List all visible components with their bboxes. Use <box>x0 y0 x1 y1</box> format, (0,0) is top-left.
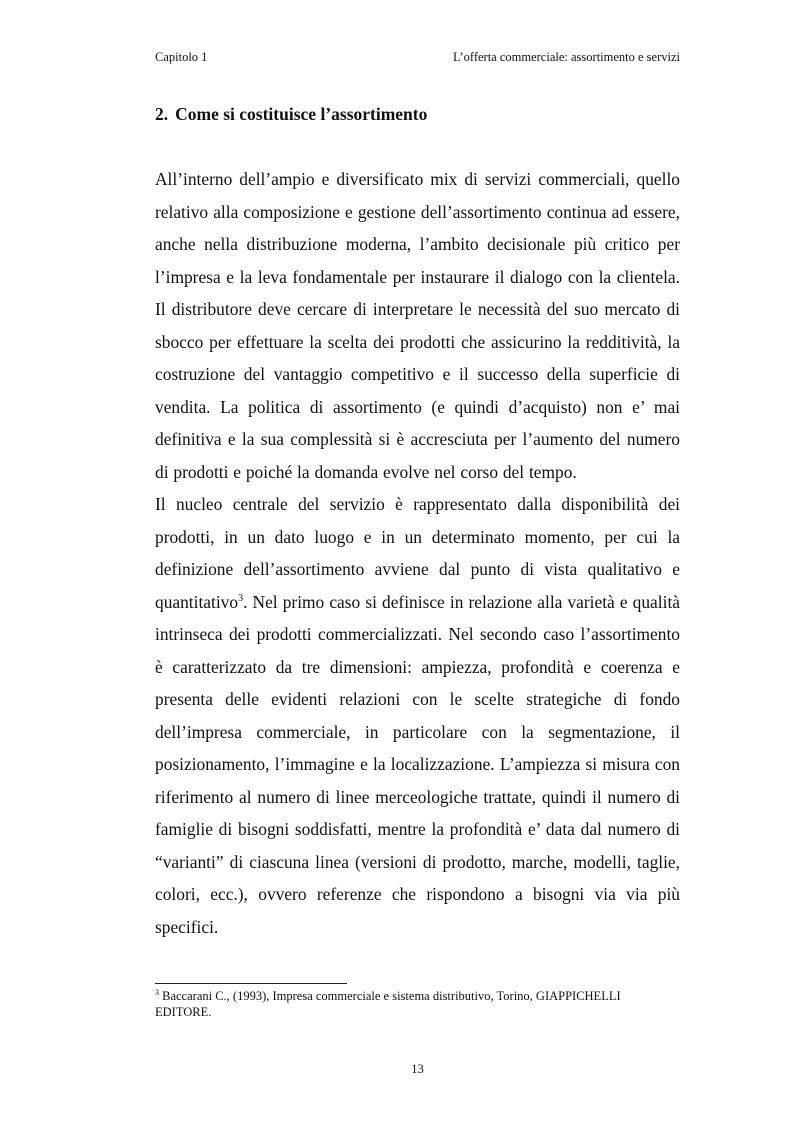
paragraph-1: All’interno dell’ampio e diversificato mix di servizi commerciali, quello relativo alla composizione e gestione dell’assortimento continua ad essere, anche nella distribuzione moderna, l’ambito decisionale più critico per l’impresa e la leva fondamentale per instaurare il dialogo con la clientela. Il distributore deve cercare di interpretare le necessità del suo mercato di sbocco per effettuare la scelta dei prodotti che assicurino la redditività, la costruzione del vantaggio competitivo e il successo della superficie di vendita. La politica di assortimento (e quindi d’acquisto) non e’ mai definitiva e la sua complessità si è accresciuta per l’aumento del numero di prodotti e poiché la domanda evolve nel corso del tempo. <box>155 169 680 482</box>
footnote-marker: 3 <box>155 988 159 997</box>
paragraph-2-text-start: Il nucleo centrale del servizio è rappresentato dalla disponibilità dei prodotti, in un dato luogo e in un determinato momento, per cui la definizione dell’assortimento avviene dal punto di vista qualitativo e quantitativo <box>155 494 680 612</box>
section-heading <box>155 103 680 125</box>
footnote-reference[interactable]: 3 <box>238 592 244 604</box>
section-title-text: Come si costituisce l’assortimento <box>175 104 428 124</box>
footnote-text: Baccarani C., (1993), Impresa commerciale e sistema distributivo, Torino, GIAPPICHELLI EDITORE. <box>155 989 621 1019</box>
page-number: 13 <box>411 1062 424 1076</box>
paragraph-2-text-end: . Nel primo caso si definisce in relazione alla varietà e qualità intrinseca dei prodotti commercializzati. Nel secondo caso l’assortimento è caratterizzato da tre dimensioni: ampiezza, profondità e coerenza e presenta delle evidenti relazioni con le scelte strategiche di fondo dell’impresa commerciale, in particolare con la segmentazione, il posizionamento, l’immagine e la localizzazione. L’ampiezza si misura con riferimento al numero di linee merceologiche trattate, quindi il numero di famiglie di bisogni soddisfatti, mentre la profondità e’ data dal numero di “varianti” di ciascuna linea (versioni di prodotto, marche, modelli, taglie, colori, ecc.), ovvero referenze che rispondono a bisogni via via più specifici. <box>155 591 680 937</box>
chapter-title: L’offerta commerciale: assortimento e servizi <box>453 50 680 64</box>
chapter-label: Capitolo 1 <box>155 50 208 64</box>
footnote <box>155 988 680 1020</box>
body-text <box>155 163 680 943</box>
section-number: 2. <box>155 104 169 124</box>
paragraph-2 <box>155 488 680 943</box>
footnote-separator <box>155 983 347 984</box>
